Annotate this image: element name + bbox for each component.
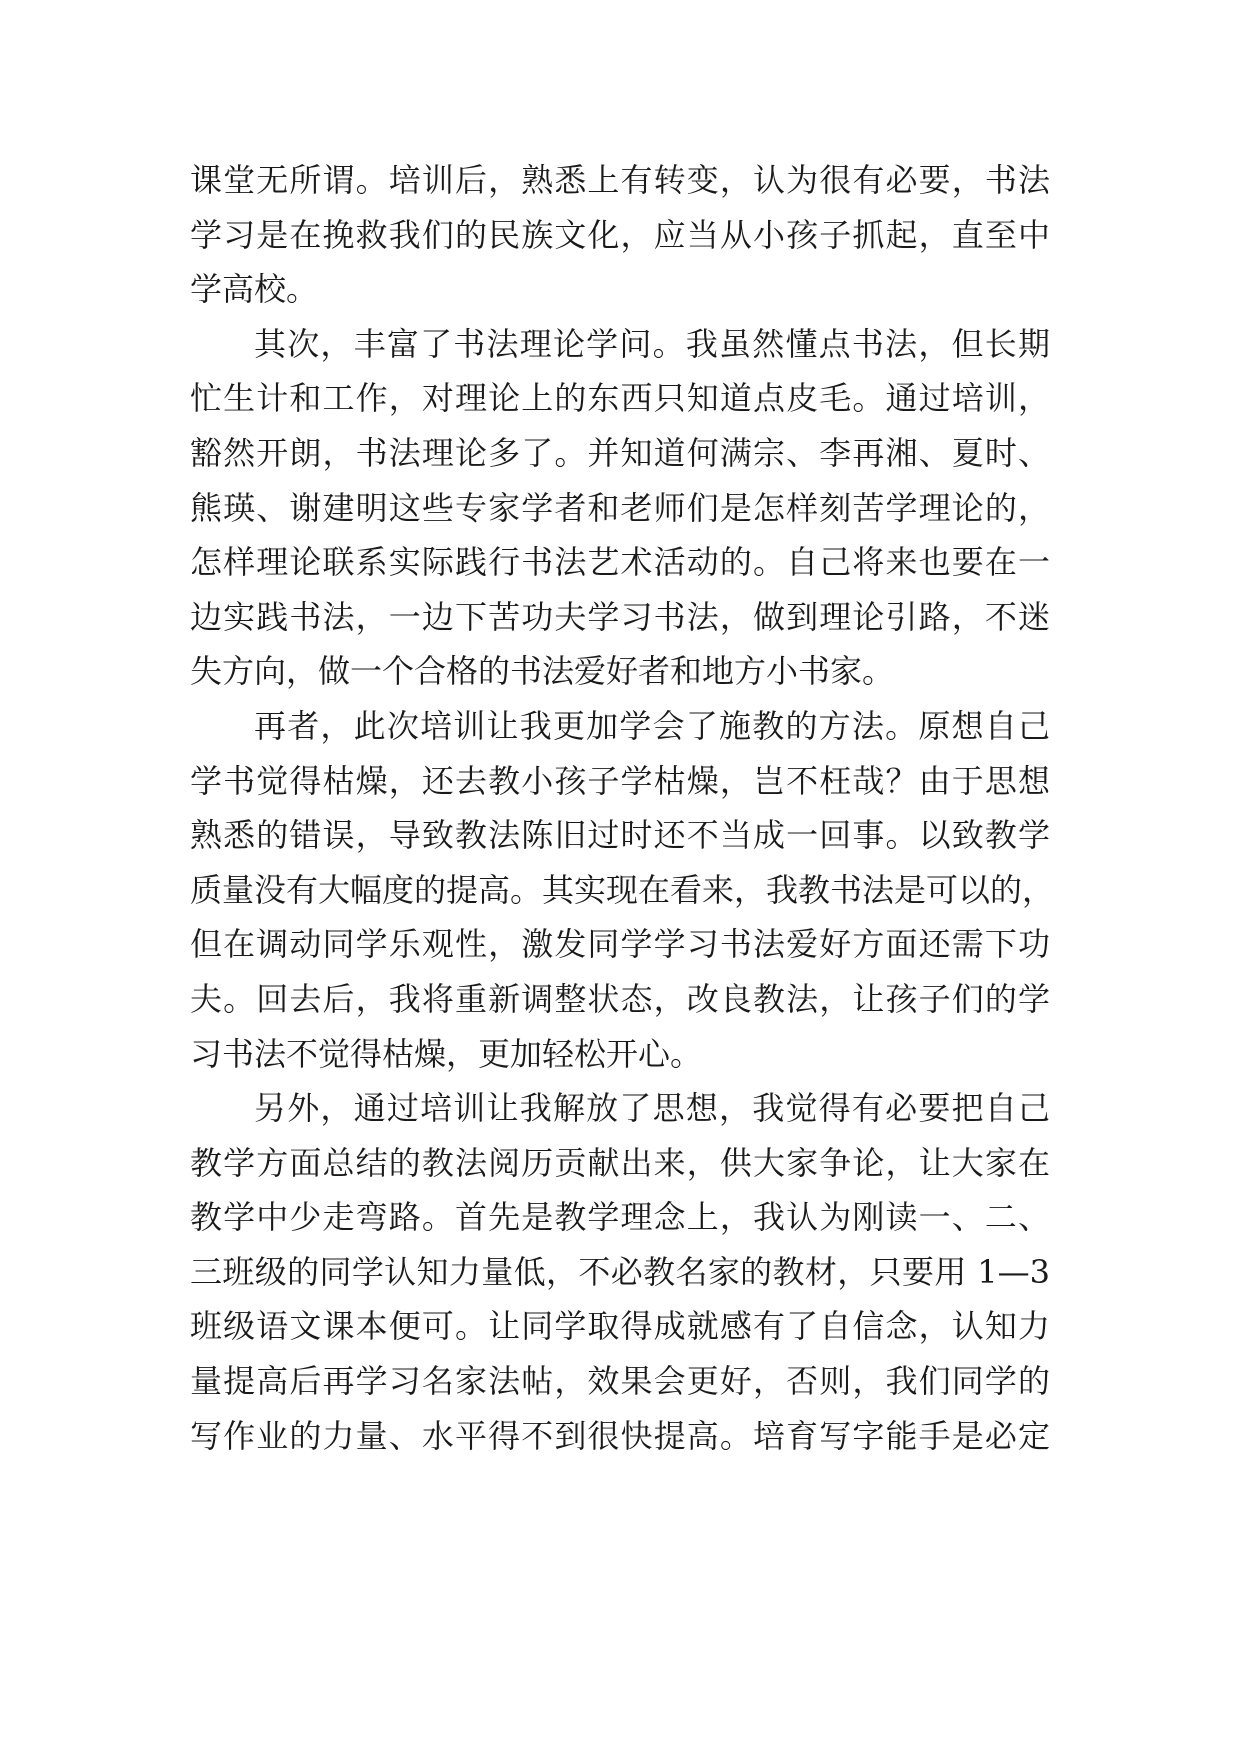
paragraph-first-line: 再者，此次培训让我更加学会了施教的方法。原想自己 [254,706,1050,745]
text-line: 习书法不觉得枯燥，更加轻松开心。 [190,1034,703,1073]
text-line: 忙生计和工作，对理论上的东西只知道点皮毛。通过培训， [190,379,1050,418]
text-line: 写作业的力量、水平得不到很快提高。培育写字能手是必定 [190,1416,1050,1455]
text-line: 熟悉的错误，导致教法陈旧过时还不当成一回事。以致教学 [190,816,1050,855]
text-line: 三班级的同学认知力量低，不必教名家的教材，只要用 1—3 [190,1252,1050,1291]
text-line: 夫。回去后，我将重新调整状态，改良教法，让孩子们的学 [190,979,1050,1018]
text-line: 教学中少走弯路。首先是教学理念上，我认为刚读一、二、 [190,1198,1050,1237]
text-line: 豁然开朗，书法理论多了。并知道何满宗、李再湘、夏时、 [190,433,1050,472]
text-line: 学书觉得枯燥，还去教小孩子学枯燥，岂不枉哉？由于思想 [190,761,1050,800]
text-line: 学高校。 [190,270,319,309]
text-line: 教学方面总结的教法阅历贡献出来，供大家争论，让大家在 [190,1143,1050,1182]
text-line: 质量没有大幅度的提高。其实现在看来，我教书法是可以的， [190,870,1055,909]
text-line: 边实践书法，一边下苦功夫学习书法，做到理论引路，不迷 [190,597,1050,636]
text-line: 熊瑛、谢建明这些专家学者和老师们是怎样刻苦学理论的， [190,488,1050,527]
text-line: 失方向，做一个合格的书法爱好者和地方小书家。 [190,652,895,691]
text-line: 课堂无所谓。培训后，熟悉上有转变，认为很有必要，书法 [190,161,1050,199]
text-line: 怎样理论联系实际践行书法艺术活动的。自己将来也要在一 [190,543,1050,582]
paragraph-first-line: 其次，丰富了书法理论学问。我虽然懂点书法，但长期 [254,324,1050,363]
text-line: 但在调动同学乐观性，激发同学学习书法爱好方面还需下功 [190,925,1050,964]
text-line: 班级语文课本便可。让同学取得成就感有了自信念，认知力 [190,1307,1050,1346]
text-line: 量提高后再学习名家法帖，效果会更好，否则，我们同学的 [190,1362,1050,1401]
text-line: 学习是在挽救我们的民族文化，应当从小孩子抓起，直至中 [190,215,1050,254]
paragraph-first-line: 另外，通过培训让我解放了思想，我觉得有必要把自己 [254,1089,1050,1128]
document-body-text [190,153,1055,1463]
